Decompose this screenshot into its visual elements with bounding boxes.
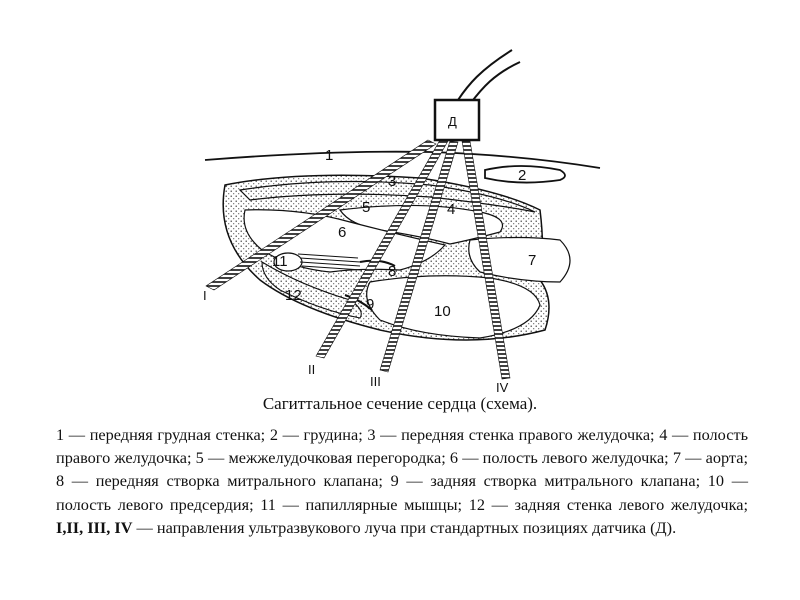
beam-label-III: III <box>370 374 381 389</box>
label-7: 7 <box>528 252 537 269</box>
label-11: 11 <box>272 253 288 270</box>
label-3: 3 <box>388 173 397 190</box>
figure-legend <box>56 423 748 539</box>
label-1: 1 <box>325 147 334 164</box>
label-9: 9 <box>366 296 375 313</box>
label-5: 5 <box>362 199 371 216</box>
label-6: 6 <box>338 224 347 241</box>
label-4: 4 <box>447 201 456 218</box>
figure-caption-title: Сагиттальное сечение сердца (схема). <box>262 394 538 413</box>
legend-text-part2: — направления ультразвукового луча при стандартных позициях датчика (Д). <box>132 517 677 537</box>
beam-label-IV: IV <box>496 380 509 395</box>
beam-label-I: I <box>203 288 207 303</box>
label-8: 8 <box>388 263 397 280</box>
beam-label-II: II <box>308 362 316 377</box>
legend-beam-numerals: I,II, III, IV <box>56 517 133 537</box>
probe-cable <box>458 50 520 104</box>
label-2: 2 <box>518 167 527 184</box>
probe-label: Д <box>448 114 457 129</box>
transducer-probe <box>435 100 479 140</box>
label-12: 12 <box>285 287 302 304</box>
label-10: 10 <box>434 303 451 320</box>
legend-text-part1: 1 — передняя грудная стенка; 2 — грудина; 3 — передняя стенка правого желудочка; 4 — полость правого желудочка; 5 — межжелудочковая перегородка; 6 — полость левого желудочка; 7 — аорта; 8 — передняя створка митрального клапана; 9 — задняя створка митрального клапана; 10 — полость левого предсердия; 11 — папиллярные мышцы; 12 — задняя стенка левого желудочка; <box>56 425 748 514</box>
